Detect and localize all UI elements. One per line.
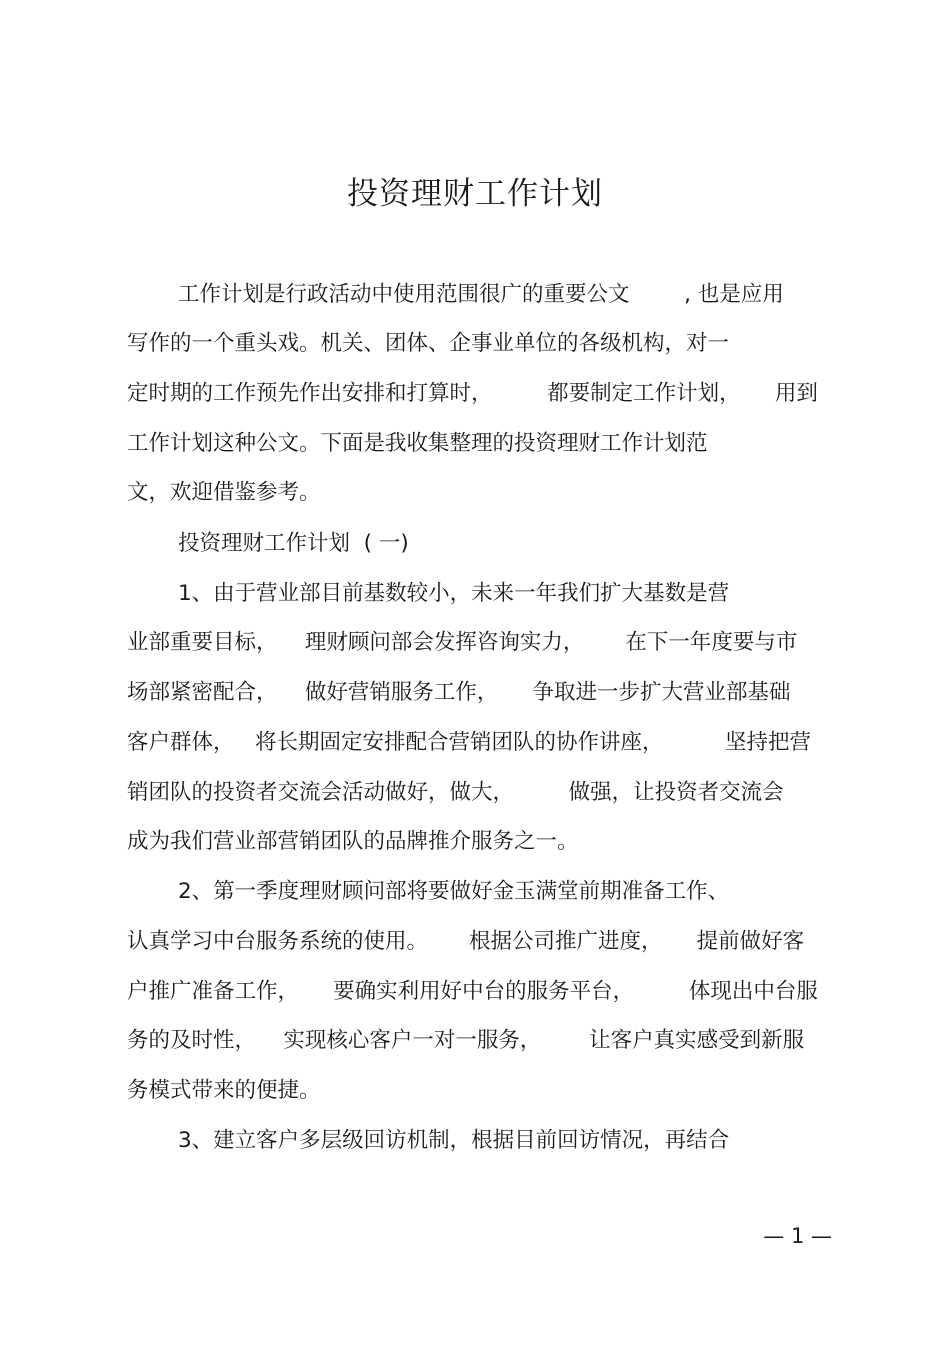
item2-line-1: 2、第一季度理财顾问部将要做好金玉满堂前期准备工作、 [178,879,730,904]
item1-line-2: 业部重要目标， 理财顾问部会发挥咨询实力， 在下一年度要与市 [127,630,798,655]
item2-line-2: 认真学习中台服务系统的使用。 根据公司推广进度， 提前做好客 [127,929,805,954]
intro-line-2: 写作的一个重头戏。机关、团体、企事业单位的各级机构，对一 [127,331,730,356]
item3-line-1: 3、建立客户多层级回访机制，根据目前回访情况，再结合 [178,1128,730,1153]
item2-line-4: 务的及时性， 实现核心客户一对一服务， 让客户真实感受到新服 [127,1028,805,1053]
document-title: 投资理财工作计划 [347,176,603,212]
item1-line-1: 1、由于营业部目前基数较小，未来一年我们扩大基数是营 [178,581,730,606]
item1-line-6: 成为我们营业部营销团队的品牌推介服务之一。 [127,829,579,854]
intro-line-1: 工作计划是行政活动中使用范围很广的重要公文 , 也是应用 [178,282,784,307]
section-heading: 投资理财工作计划 ( 一) [178,531,409,556]
item1-line-5: 销团队的投资者交流会活动做好，做大， 做强，让投资者交流会 [127,780,784,805]
page-number: — 1 — [763,1224,832,1248]
intro-line-3: 定时期的工作预先作出安排和打算时， 都要制定工作计划， 用到 [127,381,818,406]
intro-line-4: 工作计划这种公文。下面是我收集整理的投资理财工作计划范 [127,431,708,456]
item1-line-3: 场部紧密配合， 做好营销服务工作， 争取进一步扩大营业部基础 [127,680,791,705]
item2-line-3: 户推广准备工作， 要确实利用好中台的服务平台， 体现出中台服 [127,979,818,1004]
item1-line-4: 客户群体， 将长期固定安排配合营销团队的协作讲座， 坚持把营 [127,730,812,755]
item2-line-5: 务模式带来的便捷。 [127,1078,321,1103]
intro-line-5: 文，欢迎借鉴参考。 [127,480,321,505]
